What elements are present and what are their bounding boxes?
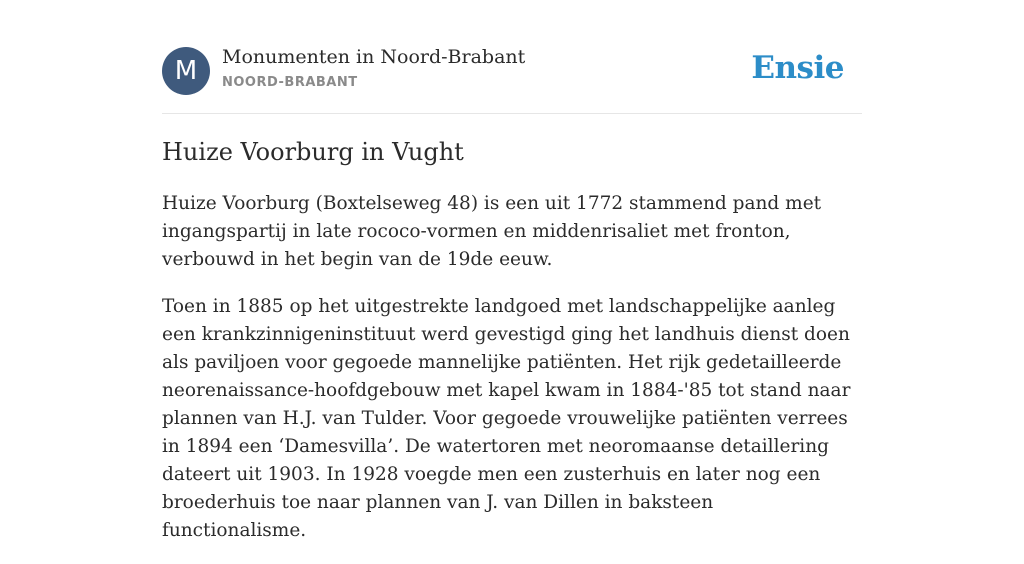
ensie-logo[interactable]: Ensie (751, 50, 844, 86)
page (162, 0, 862, 541)
header (162, 0, 862, 114)
avatar[interactable]: M (162, 47, 210, 95)
site-subtitle[interactable]: NOORD-BRABANT (222, 75, 358, 90)
article-paragraph-1: Huize Voorburg (Boxtelseweg 48) is een uit 1772 stammend pand met ingangspartij in late rococo-vormen en middenrisaliet met fronton, verbouwd in het begin van de 19de eeuw. (162, 193, 822, 270)
article-body (162, 190, 862, 564)
site-title[interactable]: Monumenten in Noord-Brabant (222, 46, 526, 68)
article-paragraph-2: Toen in 1885 op het uitgestrekte landgoed met landschappelijke aanleg een krankzinnigeninstituut werd gevestigd ging het landhuis dienst doen als paviljoen voor gegoede mannelijke patiënten. Het rijk gedetailleerde neorenaissance-hoofdgebouw met kapel kwam in 1884-'85 tot stand naar plannen van H.J. van Tulder. Voor gegoede vrouwelijke patiënten verrees in 1894 een ‘Damesvilla’. De watertoren met neoromaanse detaillering dateert uit 1903. In 1928 voegde men een zusterhuis en later nog een broederhuis toe naar plannen van J. van Dillen in baksteen functionalisme. (162, 296, 851, 541)
article-title: Huize Voorburg in Vught (162, 138, 464, 166)
